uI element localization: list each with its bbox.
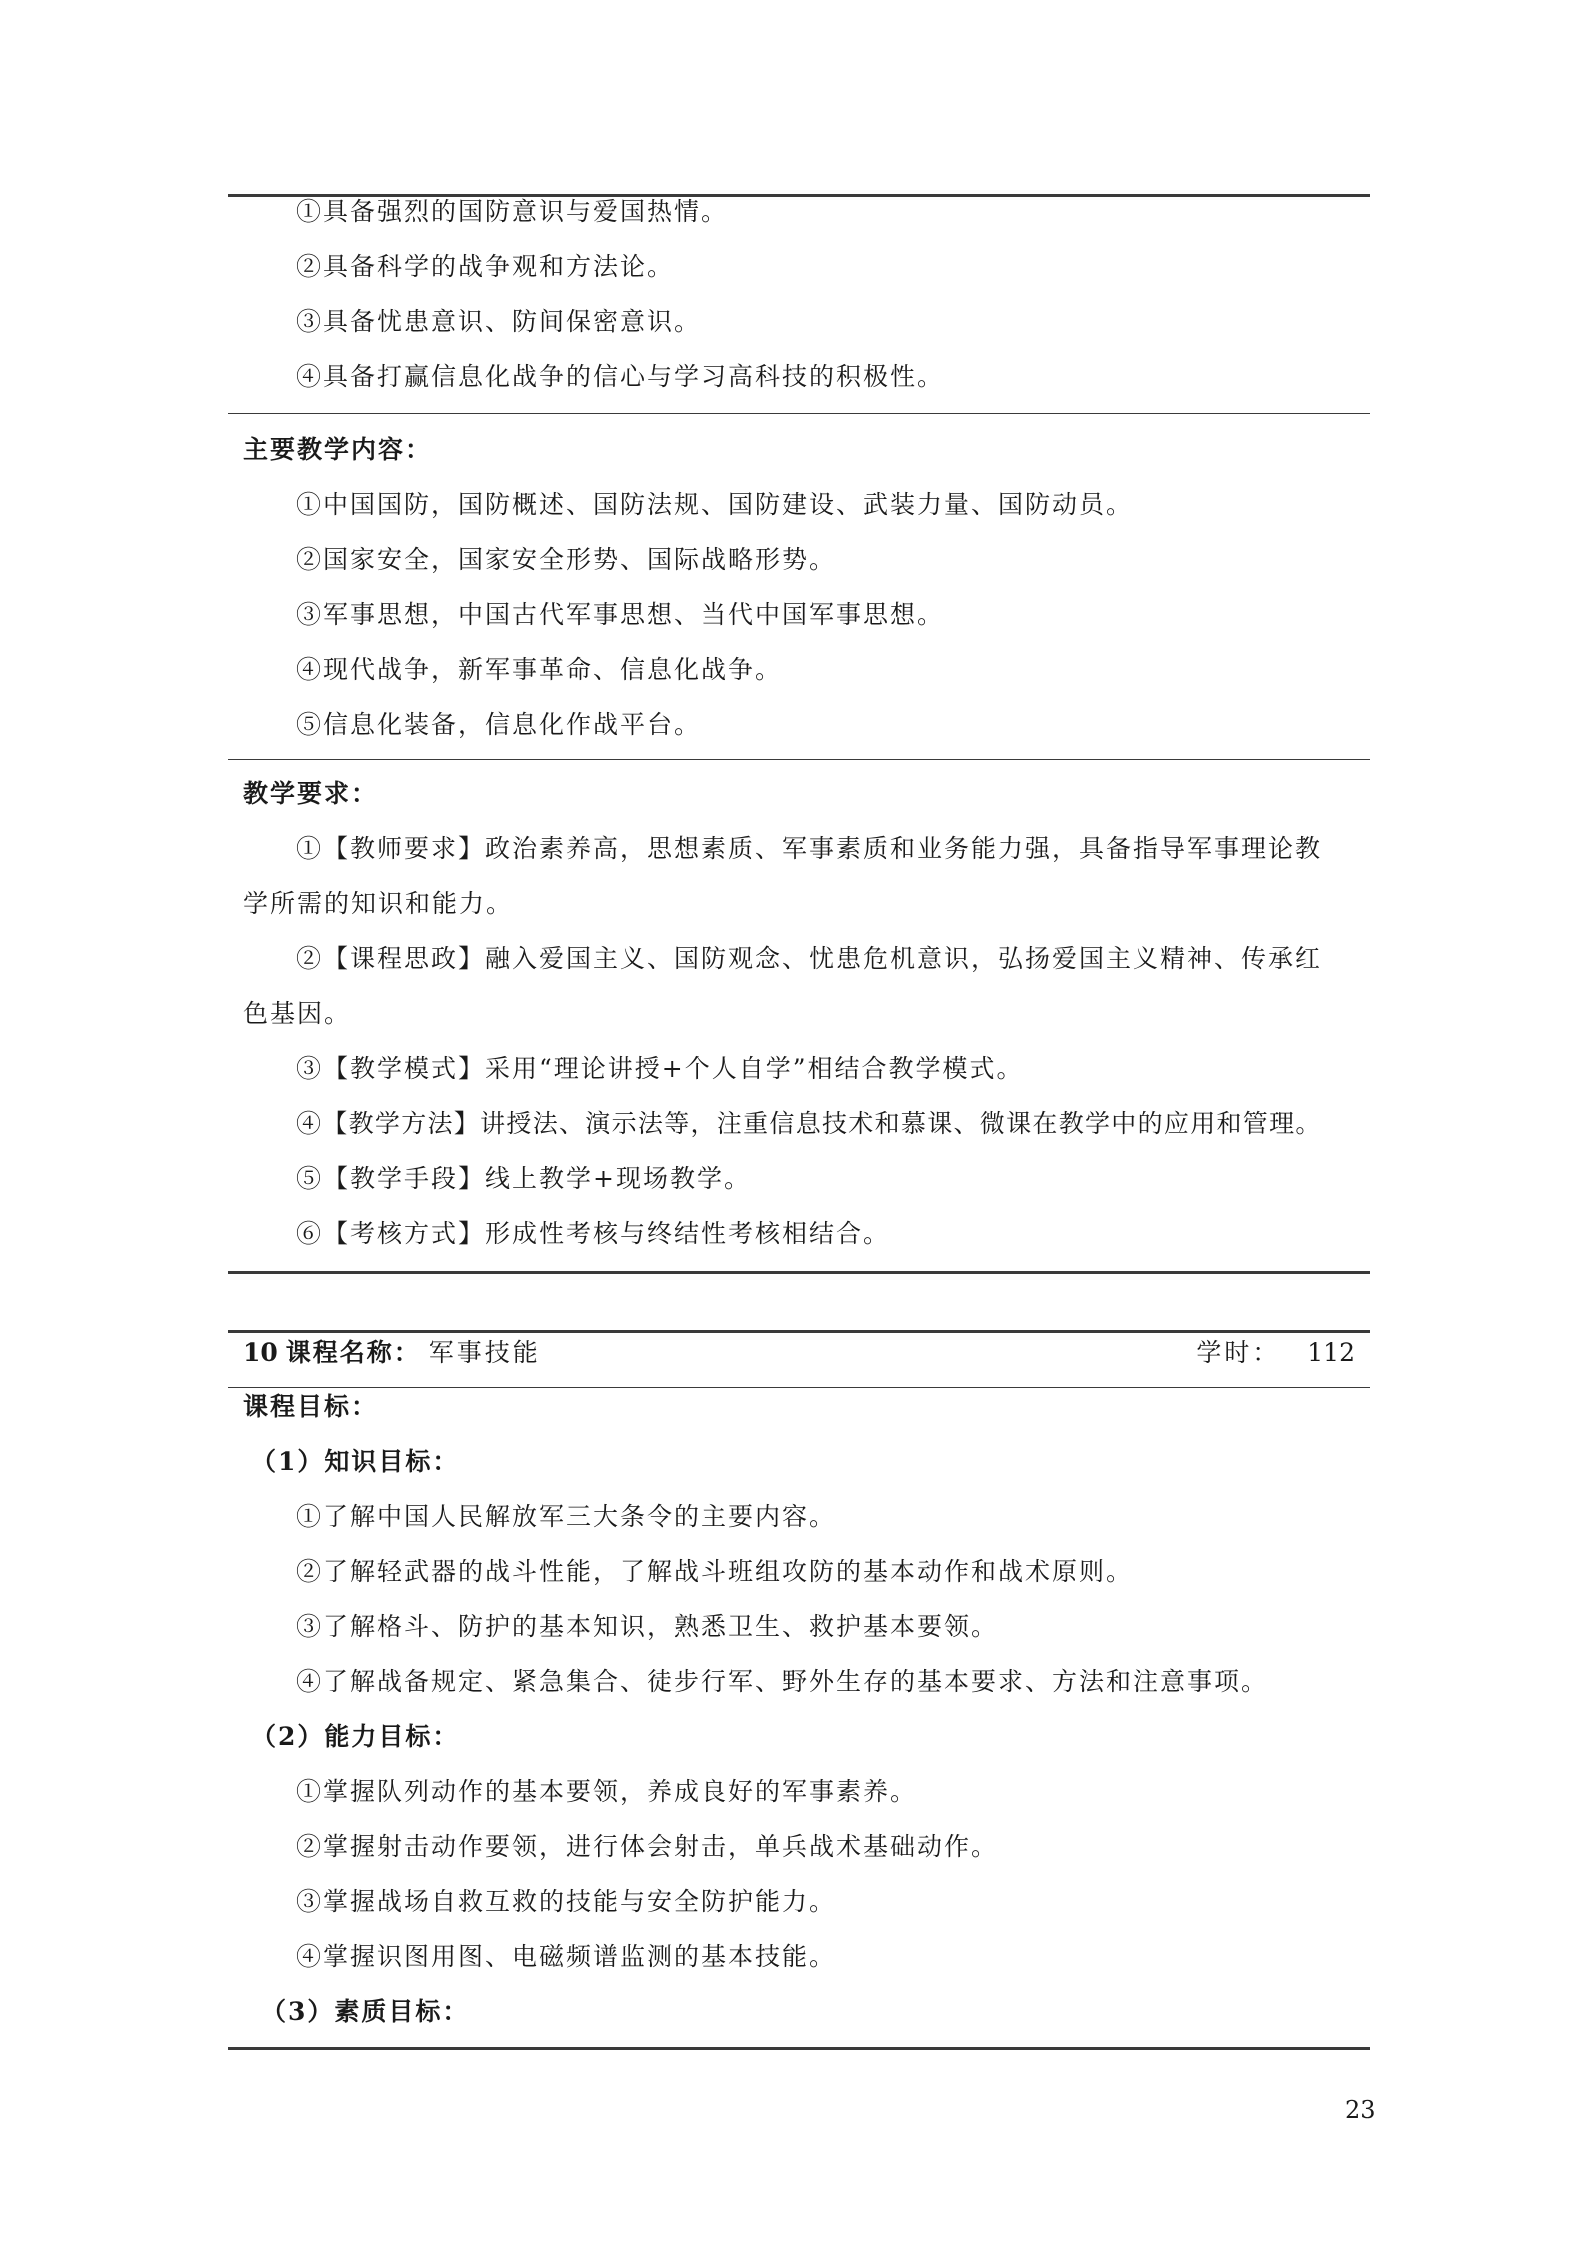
course-name-label: 课程名称： — [285, 1338, 421, 1367]
knowledge-item: ①了解中国人民解放军三大条令的主要内容。 — [296, 1502, 837, 1531]
ability-heading: （2）能力目标： — [251, 1722, 460, 1751]
ability-item: ④掌握识图用图、电磁频谱监测的基本技能。 — [296, 1942, 837, 1971]
table-bottom-border — [228, 1271, 1370, 1274]
course-title-row — [243, 1336, 1355, 1370]
requirement-line: ②【课程思政】融入爱国主义、国防观念、忧患危机意识，弘扬爱国主义精神、传承红 — [296, 944, 1323, 973]
ability-item: ①掌握队列动作的基本要领，养成良好的军事素养。 — [296, 1777, 918, 1806]
table-top-border — [228, 1330, 1370, 1333]
ability-item: ②掌握射击动作要领，进行体会射击，单兵战术基础动作。 — [296, 1832, 999, 1861]
content-item: ③军事思想，中国古代军事思想、当代中国军事思想。 — [296, 600, 945, 629]
section-heading-requirements: 教学要求： — [243, 779, 379, 808]
table-bottom-border — [228, 2047, 1370, 2050]
hours-label: 学时： — [1196, 1338, 1281, 1367]
requirement-line: 色基因。 — [243, 999, 352, 1028]
quality-item: ②具备科学的战争观和方法论。 — [296, 252, 675, 281]
requirement-line: ⑤【教学手段】线上教学+现场教学。 — [296, 1164, 751, 1193]
quality-heading: （3）素质目标： — [261, 1997, 470, 2026]
row-divider — [228, 1387, 1370, 1388]
knowledge-item: ③了解格斗、防护的基本知识，熟悉卫生、救护基本要领。 — [296, 1612, 999, 1641]
requirement-line: ④【教学方法】讲授法、演示法等，注重信息技术和慕课、微课在教学中的应用和管理。 — [296, 1109, 1322, 1138]
goals-heading: 课程目标： — [243, 1392, 379, 1421]
course-number: 10 — [243, 1338, 278, 1367]
content-item: ④现代战争，新军事革命、信息化战争。 — [296, 655, 783, 684]
requirement-line: ③【教学模式】采用“理论讲授+个人自学”相结合教学模式。 — [296, 1054, 1024, 1083]
row-divider — [228, 413, 1370, 414]
content-item: ②国家安全，国家安全形势、国际战略形势。 — [296, 545, 837, 574]
content-item: ⑤信息化装备，信息化作战平台。 — [296, 710, 702, 739]
page-number: 23 — [1345, 2096, 1376, 2124]
knowledge-item: ②了解轻武器的战斗性能，了解战斗班组攻防的基本动作和战术原则。 — [296, 1557, 1134, 1586]
requirement-line: ⑥【考核方式】形成性考核与终结性考核相结合。 — [296, 1219, 891, 1248]
requirement-line: 学所需的知识和能力。 — [243, 889, 514, 918]
requirement-line: ①【教师要求】政治素养高，思想素质、军事素质和业务能力强，具备指导军事理论教 — [296, 834, 1323, 863]
row-divider — [228, 759, 1370, 760]
quality-item: ③具备忧患意识、防间保密意识。 — [296, 307, 702, 336]
knowledge-heading: （1）知识目标： — [251, 1447, 460, 1476]
knowledge-item: ④了解战备规定、紧急集合、徒步行军、野外生存的基本要求、方法和注意事项。 — [296, 1667, 1269, 1696]
ability-item: ③掌握战场自救互救的技能与安全防护能力。 — [296, 1887, 837, 1916]
hours-value: 112 — [1307, 1338, 1355, 1367]
quality-item: ④具备打赢信息化战争的信心与学习高科技的积极性。 — [296, 362, 945, 391]
course-name-value: 军事技能 — [428, 1338, 541, 1367]
course-hours — [1196, 1336, 1355, 1370]
content-item: ①中国国防，国防概述、国防法规、国防建设、武装力量、国防动员。 — [296, 490, 1134, 519]
quality-item: ①具备强烈的国防意识与爱国热情。 — [296, 197, 729, 226]
section-heading-content: 主要教学内容： — [243, 435, 433, 464]
